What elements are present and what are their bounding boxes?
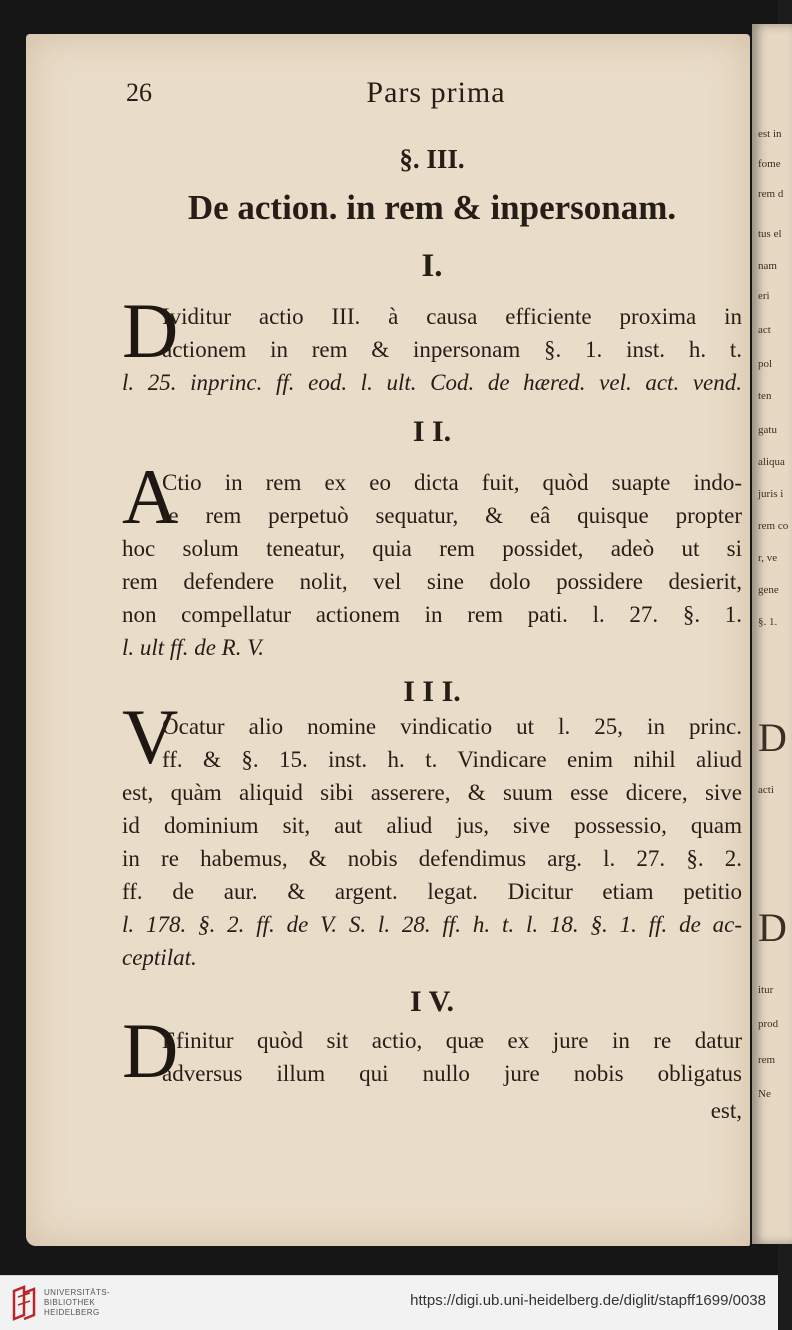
text-line: est, quàm aliquid sibi asserere, & suum esse dicere, sive [122,780,742,805]
text-line: non compellatur actionem in rem pati. l. 27. §. 1. [122,602,742,627]
next-page-fragment: gene [758,584,779,596]
drop-cap: A [122,453,179,540]
next-page-fragment: eri [758,290,770,302]
next-page-fragment: r, ve [758,552,778,564]
text-line: ceptilat. [122,945,197,970]
text-line: l. 178. §. 2. ff. de V. S. l. 28. ff. h. t. l. 18. §. 1. ff. de ac- [122,912,742,937]
next-page-dropcap: D [758,715,787,760]
text-line: Ividitur actio III. à causa efficiente proxima in [162,304,742,329]
text-line: ff. & §. 15. inst. h. t. Vindicare enim nihil aliud [162,747,742,772]
text-line: Ocatur alio nomine vindicatio ut l. 25, in princ. [162,714,742,739]
drop-cap: V [122,693,179,780]
next-page-fragment: gatu [758,424,777,436]
next-page-dropcap: D [758,905,787,950]
text-line: Ctio in rem ex eo dicta fuit, quòd suapte indo- [162,470,742,495]
text-line: adversus illum qui nullo jure nobis obligatus [162,1061,742,1086]
text-line: ff. de aur. & argent. legat. Dicitur etiam petitio [122,879,742,904]
drop-cap: D [122,1007,179,1094]
next-page-fragment: rem d [758,188,784,200]
next-page-fragment: itur [758,984,774,996]
book-page [26,34,750,1246]
permalink-url[interactable]: https://digi.ub.uni-heidelberg.de/diglit/stapff1699/0038 [410,1292,766,1309]
text-line: rem defendere nolit, vel sine dolo possidere desierit, [122,569,742,594]
next-page-fragment: rem co [758,520,789,532]
text-line: l. 25. inprinc. ff. eod. l. ult. Cod. de hæred. vel. act. vend. [122,370,742,395]
running-head: Pars prima [366,76,506,109]
next-page-fragment: prod [758,1018,779,1030]
next-page-fragment: Ne [758,1088,771,1100]
next-page-fragment: act [758,324,771,336]
paragraph-numeral: I I. [412,415,452,448]
next-page-fragment: nam [758,260,777,272]
library-name-line: BIBLIOTHEK [44,1298,96,1307]
paragraph-numeral: I V. [410,985,454,1018]
library-name-line: HEIDELBERG [44,1308,100,1317]
drop-cap: D [122,287,179,374]
library-name [44,1288,110,1318]
next-page-fragment: acti [758,784,774,796]
paragraph-numeral: I. [421,248,443,284]
next-page-fragment: ten [758,390,772,402]
library-name-line: UNIVERSITÄTS- [44,1288,111,1297]
next-page-fragment: est in [758,128,782,140]
text-line: id dominium sit, aut aliud jus, sive possessio, quam [122,813,742,838]
section-title: De action. in rem & inpersonam. [187,188,677,227]
text-line: in re habemus, & nobis defendimus arg. l. 27. §. 2. [122,846,742,871]
next-page-fragment: tus el [758,228,782,240]
next-page-fragment: fome [758,158,781,170]
text-line: l. ult ff. de R. V. [122,635,265,660]
paragraph-numeral: I I I. [403,675,461,708]
text-line: le rem perpetuò sequatur, & eâ quisque propter [162,503,742,528]
next-page-fragment: pol [758,358,773,370]
text-line: actionem in rem & inpersonam §. 1. inst. h. t. [162,337,742,362]
text-line: Efinitur quòd sit actio, quæ ex jure in re datur [162,1028,742,1053]
next-page-fragment: rem [758,1054,776,1066]
next-page-edge [752,24,792,1244]
page-number: 26 [126,78,152,107]
next-page-fragment: aliqua [758,456,785,468]
next-page-fragment: juris i [758,488,784,500]
university-library-logo-icon[interactable] [10,1285,40,1321]
text-line: hoc solum teneatur, quia rem possidet, adeò ut si [122,536,742,561]
section-mark: §. III. [399,144,465,174]
catchword: est, [710,1098,742,1123]
next-page-fragment: §. 1. [758,616,778,628]
viewer-footer [0,1275,778,1330]
